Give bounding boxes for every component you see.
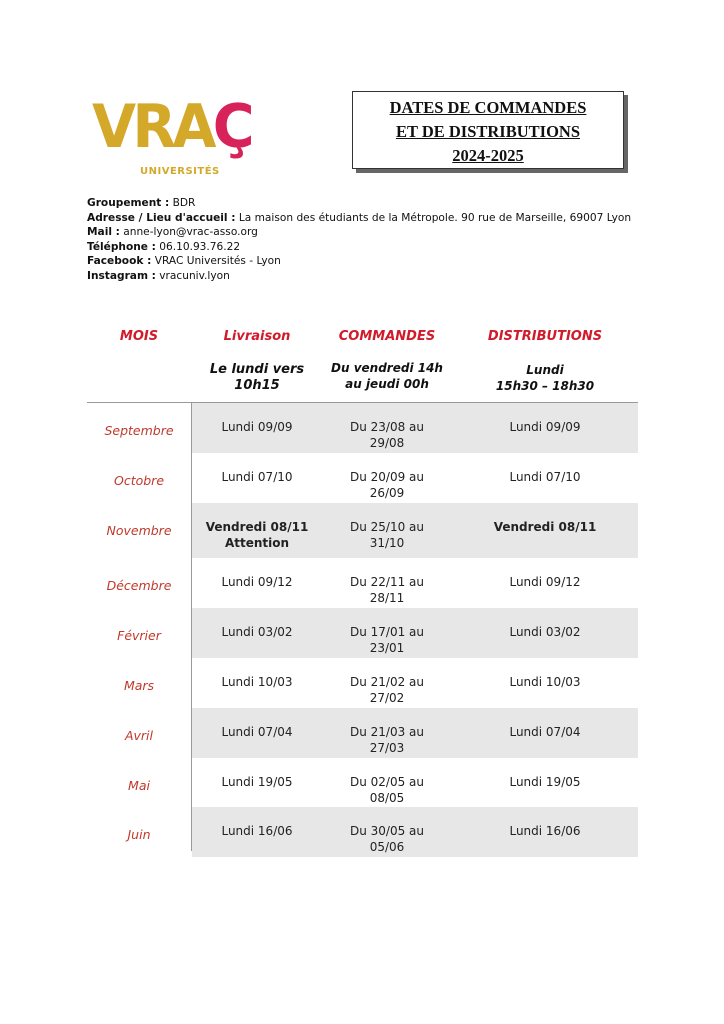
- document-title: [352, 91, 624, 169]
- table-row: [87, 608, 638, 658]
- contact-info: [87, 196, 631, 284]
- distribution-cell: Lundi 09/12: [509, 575, 581, 590]
- subheader-livraison: Le lundi vers 10h15: [209, 362, 305, 393]
- commandes-cell: Du 22/11 au 28/11: [349, 575, 424, 606]
- distribution-cell: Lundi 03/02: [509, 625, 581, 640]
- info-telephone: Téléphone : 06.10.93.76.22: [87, 240, 241, 253]
- info-instagram: Instagram : vracuniv.lyon: [87, 269, 230, 282]
- table-row: [87, 558, 638, 608]
- month-cell: Juin: [127, 827, 151, 843]
- distribution-cell: Lundi 19/05: [509, 774, 581, 789]
- commandes-cell: Du 25/10 au 31/10: [349, 519, 424, 550]
- month-cell: Septembre: [104, 423, 174, 438]
- month-cell: Mars: [123, 678, 155, 693]
- distribution-cell: Lundi 10/03: [509, 675, 581, 689]
- logo-wordmark: VRAÇ: [92, 92, 251, 162]
- month-cell: Novembre: [106, 522, 172, 538]
- title-line-2: ET DE DISTRIBUTIONS: [395, 122, 580, 141]
- month-cell: Février: [117, 628, 161, 644]
- title-line-3: 2024-2025: [452, 146, 524, 165]
- livraison-cell: Lundi 09/12: [221, 575, 293, 590]
- livraison-cell: Lundi 16/06: [221, 824, 293, 839]
- commandes-cell: Du 21/03 au 27/03: [349, 724, 424, 755]
- header-mois: MOIS: [119, 329, 159, 344]
- commandes-cell: Du 30/05 au 05/06: [349, 824, 424, 855]
- distribution-cell: Lundi 07/10: [509, 469, 581, 484]
- info-groupement: Groupement : BDR: [87, 197, 196, 209]
- month-cell: Octobre: [113, 472, 165, 488]
- table-row: [87, 758, 638, 808]
- subheader-distributions: Lundi 15h30 – 18h30: [495, 363, 595, 393]
- table-row: [87, 453, 638, 503]
- distribution-cell: Lundi 07/04: [509, 724, 581, 739]
- header-livraison: Livraison: [223, 329, 291, 344]
- month-cell: Décembre: [106, 578, 172, 594]
- header-distributions: DISTRIBUTIONS: [487, 329, 603, 344]
- distribution-cell: Lundi 09/09: [509, 420, 581, 434]
- info-mail: Mail : anne-lyon@vrac-asso.org: [87, 226, 258, 239]
- table-row: [87, 503, 638, 559]
- livraison-cell: Lundi 09/09: [221, 420, 293, 434]
- month-cell: Mai: [128, 777, 150, 793]
- livraison-cell: Vendredi 08/11 Attention: [205, 519, 309, 550]
- commandes-cell: Du 20/09 au 26/09: [349, 469, 424, 500]
- info-adresse: Adresse / Lieu d'accueil : La maison des étudiants de la Métropole. 90 rue de Marseille, 69007 Lyon: [87, 211, 632, 224]
- livraison-cell: Lundi 07/10: [221, 469, 293, 484]
- title-line-1: DATES DE COMMANDES: [389, 98, 587, 117]
- table-row: [87, 807, 638, 857]
- commandes-cell: Du 17/01 au 23/01: [349, 625, 424, 656]
- livraison-cell: Lundi 03/02: [221, 625, 293, 640]
- subheader-commandes: Du vendredi 14h au jeudi 00h: [331, 361, 443, 391]
- commandes-cell: Du 21/02 au 27/02: [349, 675, 424, 705]
- distribution-cell: Vendredi 08/11: [493, 519, 597, 534]
- month-cell: Avril: [124, 727, 154, 743]
- table-row: [87, 403, 638, 453]
- livraison-cell: Lundi 07/04: [221, 724, 293, 739]
- info-facebook: Facebook : VRAC Universités - Lyon: [87, 255, 281, 268]
- vrac-logo: [92, 92, 262, 184]
- table-row: [87, 658, 638, 708]
- header-commandes: COMMANDES: [338, 329, 436, 344]
- distribution-cell: Lundi 16/06: [509, 824, 581, 839]
- livraison-cell: Lundi 19/05: [221, 774, 293, 789]
- livraison-cell: Lundi 10/03: [221, 675, 293, 689]
- logo-subtitle: UNIVERSITÉS: [140, 166, 220, 177]
- commandes-cell: Du 23/08 au 29/08: [349, 420, 424, 450]
- table-row: [87, 708, 638, 758]
- commandes-cell: Du 02/05 au 08/05: [349, 774, 424, 805]
